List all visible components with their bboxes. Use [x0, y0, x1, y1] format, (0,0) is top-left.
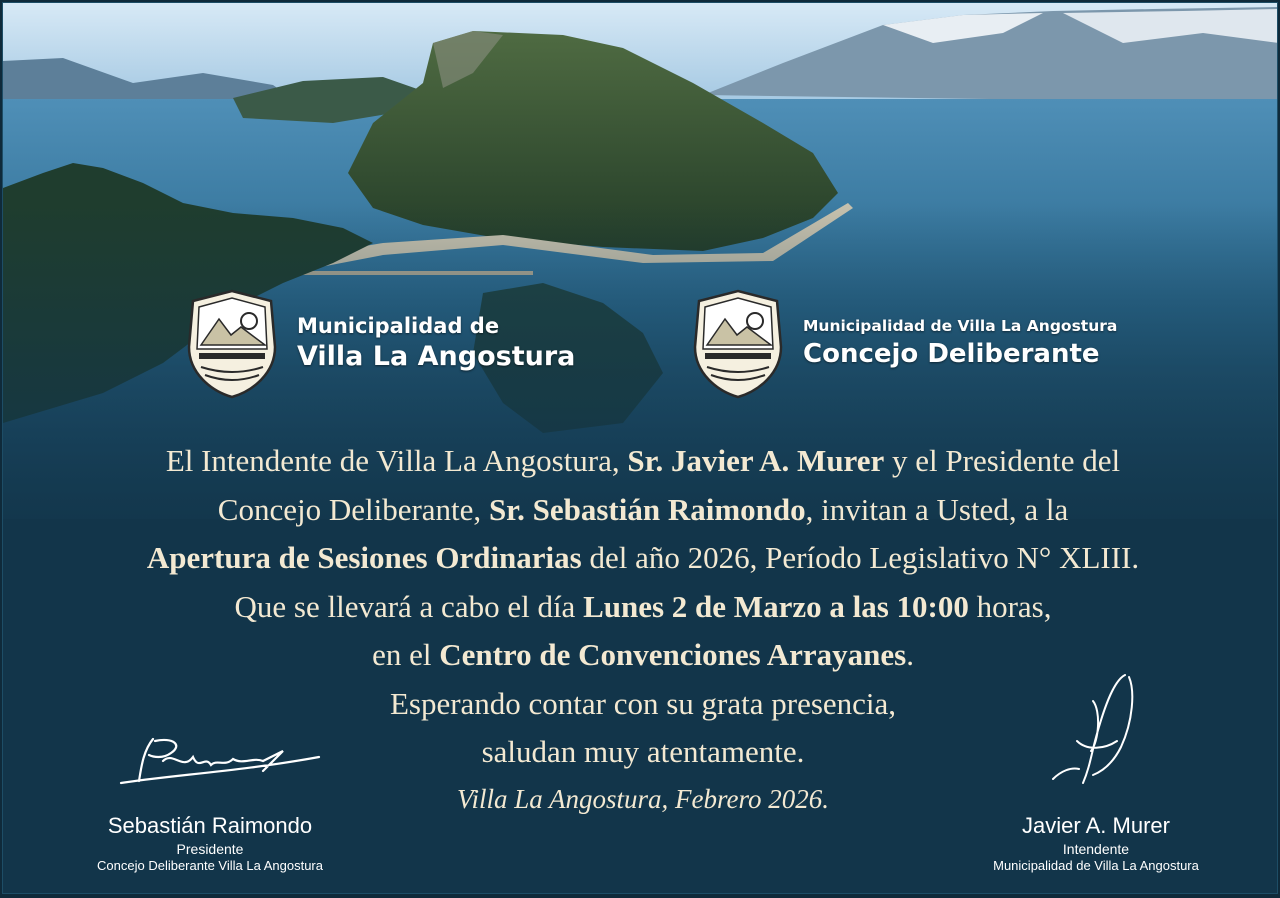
invitation-line-2: Concejo Deliberante, Sr. Sebastián Raimondo, invitan a Usted, a la	[217, 491, 1069, 527]
shield-icon	[183, 287, 281, 399]
signer-org: Concejo Deliberante Villa La Angostura	[97, 858, 323, 873]
invitation-line-7: saludan muy atentamente.	[481, 734, 805, 769]
event-venue: Centro de Convenciones Arrayanes	[439, 637, 907, 672]
place-date: Villa La Angostura, Febrero 2026.	[456, 783, 829, 814]
invitation-line-6: Esperando contar con su grata presencia,	[389, 685, 897, 721]
shield-icon	[689, 287, 787, 399]
invitation-card	[2, 2, 1278, 894]
invitation-line-1: El Intendente de Villa La Angostura, Sr. Javier A. Murer y el Presidente del	[165, 443, 1121, 478]
logo-right-line2: Concejo Deliberante	[803, 339, 1100, 369]
signature-block-right	[971, 811, 1221, 875]
council-logo	[689, 287, 1117, 399]
event-name: Apertura de Sesiones Ordinarias	[146, 540, 582, 575]
signature-right	[1043, 671, 1143, 791]
invitation-line-4: Que se llevará a cabo el día Lunes 2 de Marzo a las 10:00 horas,	[234, 588, 1052, 624]
signer-role: Presidente	[176, 841, 244, 857]
event-date: Lunes 2 de Marzo a las 10:00	[583, 588, 969, 624]
signer-org: Municipalidad de Villa La Angostura	[993, 858, 1199, 873]
signature-left	[113, 731, 323, 791]
logo-left-line2: Villa La Angostura	[297, 341, 576, 372]
mayor-name: Sr. Javier A. Murer	[627, 443, 885, 478]
president-name: Sr. Sebastián Raimondo	[488, 491, 806, 527]
invitation-line-5: en el Centro de Convenciones Arrayanes.	[372, 637, 914, 672]
municipality-logo	[183, 287, 575, 399]
signature-block-left	[75, 811, 345, 875]
invitation-line-3: Apertura de Sesiones Ordinarias del año 2026, Período Legislativo N° XLIII.	[146, 540, 1140, 575]
signer-name: Sebastián Raimondo	[107, 813, 313, 838]
logo-left-line1: Municipalidad de	[297, 314, 500, 338]
signer-role: Intendente	[1062, 841, 1130, 857]
logo-right-line1: Municipalidad de Villa La Angostura	[803, 317, 1118, 335]
signer-name: Javier A. Murer	[1022, 813, 1170, 838]
